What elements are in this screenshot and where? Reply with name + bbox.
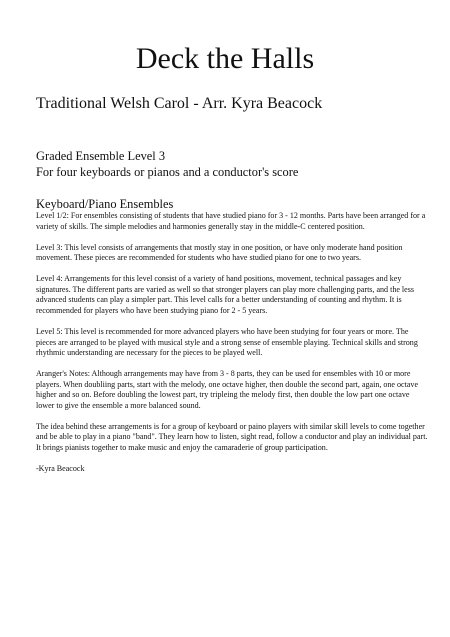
page-title: Deck the Halls — [135, 42, 315, 75]
paragraph-arranger-notes: Aranger's Notes: Although arrangements may have from 3 - 8 parts, they can be used for ensembles with 10 or more players. When doubliing parts, start with the melody, one octave higher, then double the second part, again, one octave higher and so on. Before doubling the lowest part, try tripleing the melody first, then double the low part one octave lower to give the ensemble a more balanced sound. — [36, 369, 419, 410]
level-info — [36, 148, 436, 180]
section-title: Keyboard/Piano Ensembles — [36, 197, 174, 211]
ensemble-level: Graded Ensemble Level 3 — [36, 149, 166, 163]
signature-line: -Kyra Beacock — [36, 464, 85, 474]
paragraph-level-5: Level 5: This level is recommended for more advanced players who have been studying for four years or more. The pieces are arranged to be played with musical style and a strong sense of ensemble playing. Technical skills and strong rhythmic understanding are necessary for the pieces to be played well. — [36, 326, 418, 358]
subtitle-composer: Traditional Welsh Carol - Arr. Kyra Beacock — [36, 95, 323, 112]
body-text — [36, 211, 428, 485]
paragraph-level-4: Level 4: Arrangements for this level consist of a variety of hand positions, movement, technical passages and key signatures. The different parts are varied as well so that stronger players can play more challenging parts, and the less advanced students can play a simpler part. This level calls for a better understanding of counting and rhythm. It is recommended for players who have been studying piano for 2 - 5 years. — [36, 274, 415, 315]
paragraph-idea: The idea behind these arrangements is for a group of keyboard or paino players with similar skill levels to come together and be able to play in a piano "band". They learn how to listen, sight read, follow a conductor and play an individual part. It brings pianists together to make music and enjoy the camaraderie of group participation. — [36, 421, 428, 453]
instrumentation: For four keyboards or pianos and a conductor's score — [36, 165, 299, 179]
paragraph-level-1-2: Level 1/2: For ensembles consisting of students that have studied piano for 3 - 12 months. Parts have been arranged for a variety of skills. The simple melodies and harmonies generally stay in the middle-C centered position. — [36, 211, 426, 231]
paragraph-level-3: Level 3: This level consists of arrangements that mostly stay in one position, or have only moderate hand position movement. These pieces are recommended for students who have studied piano for one to two years. — [36, 242, 403, 263]
